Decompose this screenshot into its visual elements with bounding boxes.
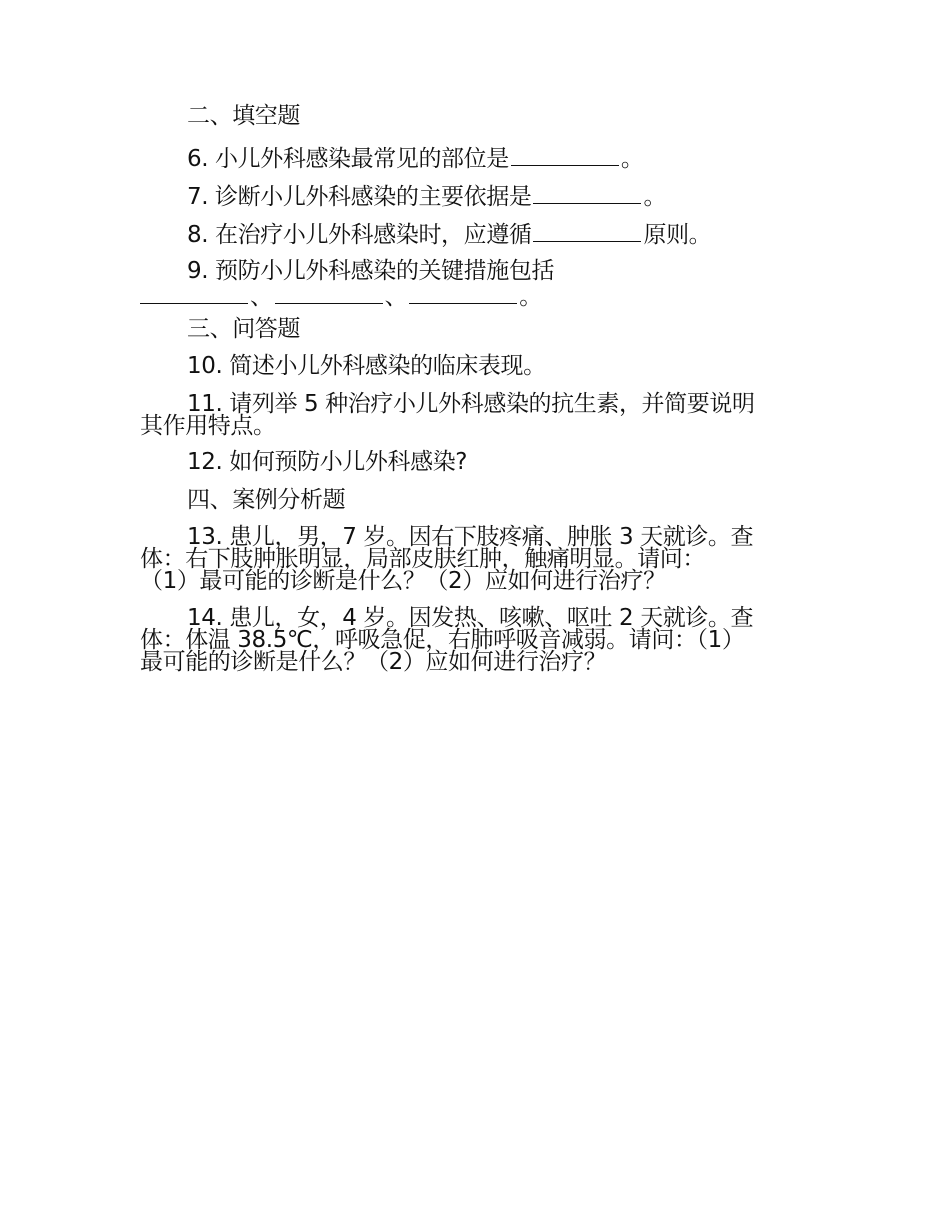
question-6-text: 6. 小儿外科感染最常见的部位是 (187, 146, 509, 172)
question-10: 10. 简述小儿外科感染的临床表现。 (187, 353, 546, 379)
answer-blank (533, 183, 641, 204)
question-7-end: 。 (643, 184, 667, 210)
section-heading-fill-blank: 二、填空题 (187, 103, 301, 129)
question-9-separator: 、 (384, 284, 408, 310)
section-heading-case: 四、案例分析题 (187, 487, 346, 513)
answer-blank (533, 221, 641, 242)
question-11-line-2: 其作用特点。 (140, 413, 276, 439)
section-heading-qa: 三、问答题 (187, 316, 301, 342)
question-14-line-2: 体：体温 38.5℃，呼吸急促，右肺呼吸音减弱。请问：（1） (140, 627, 745, 653)
question-8-text: 8. 在治疗小儿外科感染时，应遵循 (187, 222, 532, 248)
question-6-end: 。 (620, 146, 644, 172)
question-14-line-1: 14. 患儿，女，4 岁。因发热、咳嗽、呕吐 2 天就诊。查 (187, 605, 754, 631)
question-6 (187, 145, 643, 172)
question-8 (187, 221, 711, 248)
question-14-line-3: 最可能的诊断是什么？（2）应如何进行治疗？ (140, 649, 607, 675)
question-9-line-1: 9. 预防小儿外科感染的关键措施包括 (187, 258, 555, 284)
question-13-line-3: （1）最可能的诊断是什么？（2）应如何进行治疗？ (140, 568, 666, 594)
answer-blank (409, 283, 517, 304)
question-7 (187, 183, 666, 210)
question-13-line-2: 体：右下肢肿胀明显，局部皮肤红肿，触痛明显。请问： (140, 546, 706, 572)
question-8-end: 原则。 (643, 222, 712, 248)
answer-blank (275, 283, 383, 304)
question-9-end: 。 (519, 284, 542, 310)
answer-blank (140, 283, 248, 304)
question-7-text: 7. 诊断小儿外科感染的主要依据是 (187, 184, 532, 210)
question-11-line-1: 11. 请列举 5 种治疗小儿外科感染的抗生素，并简要说明 (187, 391, 755, 417)
answer-blank (511, 145, 619, 166)
question-13-line-1: 13. 患儿，男，7 岁。因右下肢疼痛、肿胀 3 天就诊。查 (187, 524, 754, 550)
question-9-separator: 、 (250, 284, 273, 310)
question-9-line-2 (140, 283, 542, 310)
question-12: 12. 如何预防小儿外科感染? (187, 449, 468, 475)
